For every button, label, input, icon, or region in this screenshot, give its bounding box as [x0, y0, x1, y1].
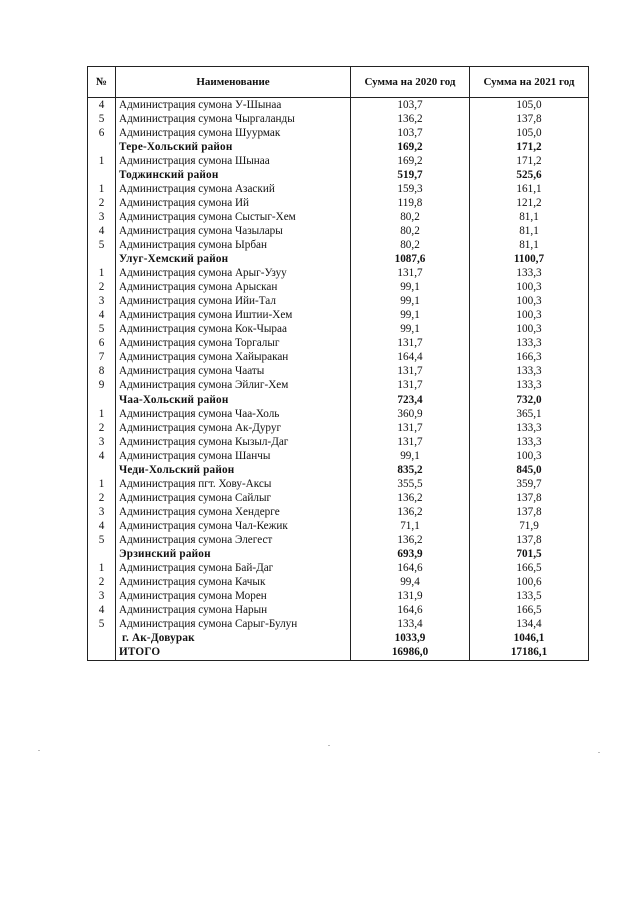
table-body	[88, 98, 589, 661]
row-sum-2021: 134,4	[470, 618, 589, 632]
row-name: Администрация сумона Арыг-Узуу	[116, 267, 351, 281]
row-sum-2020: 99,1	[351, 449, 470, 463]
row-number: 5	[88, 238, 116, 252]
row-number: 2	[88, 491, 116, 505]
table-row	[88, 477, 589, 491]
row-number: 6	[88, 337, 116, 351]
row-name: Администрация сумона Шынаа	[116, 154, 351, 168]
row-number	[88, 548, 116, 562]
table-row	[88, 224, 589, 238]
table-row	[88, 379, 589, 393]
row-sum-2020: 133,4	[351, 618, 470, 632]
city-row	[88, 632, 589, 646]
row-number	[88, 646, 116, 661]
row-sum-2020: 1087,6	[351, 253, 470, 267]
row-sum-2021: 365,1	[470, 407, 589, 421]
row-number: 7	[88, 351, 116, 365]
row-name: Эрзинский район	[116, 548, 351, 562]
row-sum-2021: 137,8	[470, 491, 589, 505]
row-number: 2	[88, 196, 116, 210]
row-name: Администрация сумона Чыргаланды	[116, 112, 351, 126]
row-number: 1	[88, 407, 116, 421]
row-sum-2020: 164,4	[351, 351, 470, 365]
table-row	[88, 604, 589, 618]
row-number: 4	[88, 604, 116, 618]
table-row	[88, 323, 589, 337]
table-row	[88, 126, 589, 140]
row-name: Администрация сумона Сайлыг	[116, 491, 351, 505]
table-row	[88, 519, 589, 533]
table-row	[88, 295, 589, 309]
table-row	[88, 618, 589, 632]
row-sum-2021: 100,3	[470, 323, 589, 337]
row-sum-2021: 133,3	[470, 267, 589, 281]
district-row	[88, 168, 589, 182]
row-sum-2021: 100,3	[470, 281, 589, 295]
row-sum-2020: 80,2	[351, 224, 470, 238]
row-sum-2020: 16986,0	[351, 646, 470, 661]
row-name: Администрация сумона Арыскан	[116, 281, 351, 295]
row-number: 3	[88, 590, 116, 604]
row-sum-2021: 17186,1	[470, 646, 589, 661]
row-number: 5	[88, 112, 116, 126]
row-sum-2020: 723,4	[351, 393, 470, 407]
row-sum-2020: 80,2	[351, 238, 470, 252]
budget-table	[87, 66, 589, 661]
row-name: Администрация сумона Азаский	[116, 182, 351, 196]
header-sum-2021: Сумма на 2021 год	[470, 67, 589, 98]
row-name: Чеди-Хольский район	[116, 463, 351, 477]
row-number: 4	[88, 309, 116, 323]
table-row	[88, 182, 589, 196]
row-number	[88, 632, 116, 646]
row-sum-2021: 105,0	[470, 98, 589, 113]
row-name: Администрация сумона Шанчы	[116, 449, 351, 463]
district-row	[88, 548, 589, 562]
row-number: 4	[88, 519, 116, 533]
district-row	[88, 463, 589, 477]
row-sum-2021: 81,1	[470, 210, 589, 224]
row-sum-2020: 835,2	[351, 463, 470, 477]
row-name: Администрация сумона Элегест	[116, 533, 351, 547]
row-name: Администрация сумона Кок-Чыраа	[116, 323, 351, 337]
row-sum-2020: 99,1	[351, 309, 470, 323]
table-row	[88, 309, 589, 323]
row-number: 1	[88, 562, 116, 576]
row-sum-2021: 100,3	[470, 309, 589, 323]
row-sum-2021: 166,3	[470, 351, 589, 365]
row-sum-2021: 1100,7	[470, 253, 589, 267]
table-row	[88, 421, 589, 435]
row-sum-2021: 81,1	[470, 224, 589, 238]
row-sum-2021: 121,2	[470, 196, 589, 210]
table-row	[88, 449, 589, 463]
row-sum-2021: 137,8	[470, 112, 589, 126]
row-number: 4	[88, 224, 116, 238]
district-row	[88, 253, 589, 267]
row-sum-2021: 525,6	[470, 168, 589, 182]
row-sum-2020: 136,2	[351, 112, 470, 126]
row-sum-2021: 81,1	[470, 238, 589, 252]
row-name: Администрация сумона Сарыг-Булун	[116, 618, 351, 632]
table-row	[88, 98, 589, 113]
row-name: Администрация сумона Иштии-Хем	[116, 309, 351, 323]
row-name: Администрация сумона Чазылары	[116, 224, 351, 238]
row-name: Улуг-Хемский район	[116, 253, 351, 267]
row-sum-2020: 136,2	[351, 533, 470, 547]
row-sum-2020: 693,9	[351, 548, 470, 562]
header-num: №	[88, 67, 116, 98]
row-sum-2021: 100,3	[470, 449, 589, 463]
row-sum-2020: 519,7	[351, 168, 470, 182]
table-row	[88, 281, 589, 295]
row-number: 3	[88, 435, 116, 449]
table-header-row	[88, 67, 589, 98]
row-number	[88, 253, 116, 267]
header-name: Наименование	[116, 67, 351, 98]
row-sum-2021: 1046,1	[470, 632, 589, 646]
row-number: 5	[88, 618, 116, 632]
row-sum-2020: 103,7	[351, 126, 470, 140]
row-number: 3	[88, 210, 116, 224]
row-sum-2020: 1033,9	[351, 632, 470, 646]
row-sum-2021: 137,8	[470, 533, 589, 547]
row-sum-2020: 71,1	[351, 519, 470, 533]
row-number	[88, 140, 116, 154]
table-row	[88, 267, 589, 281]
row-sum-2020: 131,7	[351, 365, 470, 379]
row-name: ИТОГО	[116, 646, 351, 661]
total-row	[88, 646, 589, 661]
row-sum-2021: 100,3	[470, 295, 589, 309]
table-row	[88, 407, 589, 421]
row-name: Администрация сумона Ийи-Тал	[116, 295, 351, 309]
row-sum-2020: 99,1	[351, 281, 470, 295]
row-name: Администрация сумона Торгалыг	[116, 337, 351, 351]
table-row	[88, 533, 589, 547]
row-sum-2020: 131,9	[351, 590, 470, 604]
row-sum-2020: 164,6	[351, 562, 470, 576]
row-name: Администрация сумона Эйлиг-Хем	[116, 379, 351, 393]
row-name: Администрация сумона Сыстыг-Хем	[116, 210, 351, 224]
table-row	[88, 210, 589, 224]
row-sum-2020: 136,2	[351, 505, 470, 519]
row-name: Администрация сумона Бай-Даг	[116, 562, 351, 576]
row-sum-2020: 131,7	[351, 379, 470, 393]
row-sum-2020: 159,3	[351, 182, 470, 196]
row-name: Администрация сумона Хайыракан	[116, 351, 351, 365]
row-sum-2021: 133,3	[470, 421, 589, 435]
row-sum-2021: 71,9	[470, 519, 589, 533]
row-name: Тере-Хольский район	[116, 140, 351, 154]
row-number: 4	[88, 449, 116, 463]
row-sum-2021: 133,3	[470, 365, 589, 379]
row-name: Администрация сумона Качык	[116, 576, 351, 590]
row-name: Администрация сумона Хендерге	[116, 505, 351, 519]
row-number: 1	[88, 267, 116, 281]
row-sum-2020: 99,1	[351, 295, 470, 309]
row-number: 5	[88, 533, 116, 547]
row-sum-2021: 100,6	[470, 576, 589, 590]
row-name: Чаа-Хольский район	[116, 393, 351, 407]
row-sum-2021: 845,0	[470, 463, 589, 477]
row-name: Администрация сумона Чааты	[116, 365, 351, 379]
table-row	[88, 505, 589, 519]
row-number: 1	[88, 182, 116, 196]
table-row	[88, 435, 589, 449]
row-number: 8	[88, 365, 116, 379]
row-sum-2021: 133,5	[470, 590, 589, 604]
table-row	[88, 154, 589, 168]
table-row	[88, 351, 589, 365]
row-name: Администрация сумона Ак-Дуруг	[116, 421, 351, 435]
row-sum-2020: 169,2	[351, 154, 470, 168]
row-name: Администрация сумона Ырбан	[116, 238, 351, 252]
row-sum-2021: 133,3	[470, 337, 589, 351]
table-row	[88, 112, 589, 126]
row-number: 3	[88, 505, 116, 519]
row-sum-2021: 171,2	[470, 154, 589, 168]
scan-speck	[328, 745, 330, 746]
table-row	[88, 590, 589, 604]
row-sum-2021: 359,7	[470, 477, 589, 491]
row-number: 3	[88, 295, 116, 309]
row-sum-2021: 171,2	[470, 140, 589, 154]
row-sum-2020: 103,7	[351, 98, 470, 113]
table-row	[88, 337, 589, 351]
row-number: 5	[88, 323, 116, 337]
table-row	[88, 562, 589, 576]
row-sum-2021: 137,8	[470, 505, 589, 519]
row-sum-2020: 119,8	[351, 196, 470, 210]
row-number: 2	[88, 281, 116, 295]
row-sum-2020: 169,2	[351, 140, 470, 154]
row-sum-2021: 166,5	[470, 604, 589, 618]
row-name: г. Ак-Довурак	[116, 632, 351, 646]
table-row	[88, 238, 589, 252]
row-sum-2020: 360,9	[351, 407, 470, 421]
district-row	[88, 140, 589, 154]
row-sum-2020: 131,7	[351, 337, 470, 351]
row-number: 1	[88, 477, 116, 491]
row-name: Администрация сумона Шуурмак	[116, 126, 351, 140]
row-name: Администрация сумона Кызыл-Даг	[116, 435, 351, 449]
row-name: Тоджинский район	[116, 168, 351, 182]
row-sum-2021: 732,0	[470, 393, 589, 407]
row-sum-2021: 105,0	[470, 126, 589, 140]
header-sum-2020: Сумма на 2020 год	[351, 67, 470, 98]
row-number: 2	[88, 421, 116, 435]
row-sum-2021: 133,3	[470, 435, 589, 449]
table-row	[88, 365, 589, 379]
row-sum-2020: 164,6	[351, 604, 470, 618]
row-number	[88, 463, 116, 477]
row-number: 2	[88, 576, 116, 590]
row-number: 1	[88, 154, 116, 168]
row-sum-2021: 166,5	[470, 562, 589, 576]
row-name: Администрация сумона Чал-Кежик	[116, 519, 351, 533]
row-sum-2020: 131,7	[351, 421, 470, 435]
row-name: Администрация сумона Морен	[116, 590, 351, 604]
table-row	[88, 196, 589, 210]
district-row	[88, 393, 589, 407]
row-number	[88, 393, 116, 407]
scan-speck	[598, 752, 600, 753]
row-name: Администрация сумона Нарын	[116, 604, 351, 618]
row-number	[88, 168, 116, 182]
row-sum-2021: 133,3	[470, 379, 589, 393]
row-sum-2020: 355,5	[351, 477, 470, 491]
row-name: Администрация сумона У-Шынаа	[116, 98, 351, 113]
row-sum-2020: 131,7	[351, 267, 470, 281]
row-number: 4	[88, 98, 116, 113]
scan-speck	[38, 750, 40, 751]
row-sum-2020: 136,2	[351, 491, 470, 505]
row-sum-2021: 701,5	[470, 548, 589, 562]
row-name: Администрация пгт. Хову-Аксы	[116, 477, 351, 491]
table-row	[88, 576, 589, 590]
row-sum-2020: 80,2	[351, 210, 470, 224]
row-number: 9	[88, 379, 116, 393]
row-sum-2020: 99,1	[351, 323, 470, 337]
row-number: 6	[88, 126, 116, 140]
row-sum-2020: 99,4	[351, 576, 470, 590]
row-name: Администрация сумона Ий	[116, 196, 351, 210]
row-sum-2021: 161,1	[470, 182, 589, 196]
row-name: Администрация сумона Чаа-Холь	[116, 407, 351, 421]
row-sum-2020: 131,7	[351, 435, 470, 449]
table-row	[88, 491, 589, 505]
